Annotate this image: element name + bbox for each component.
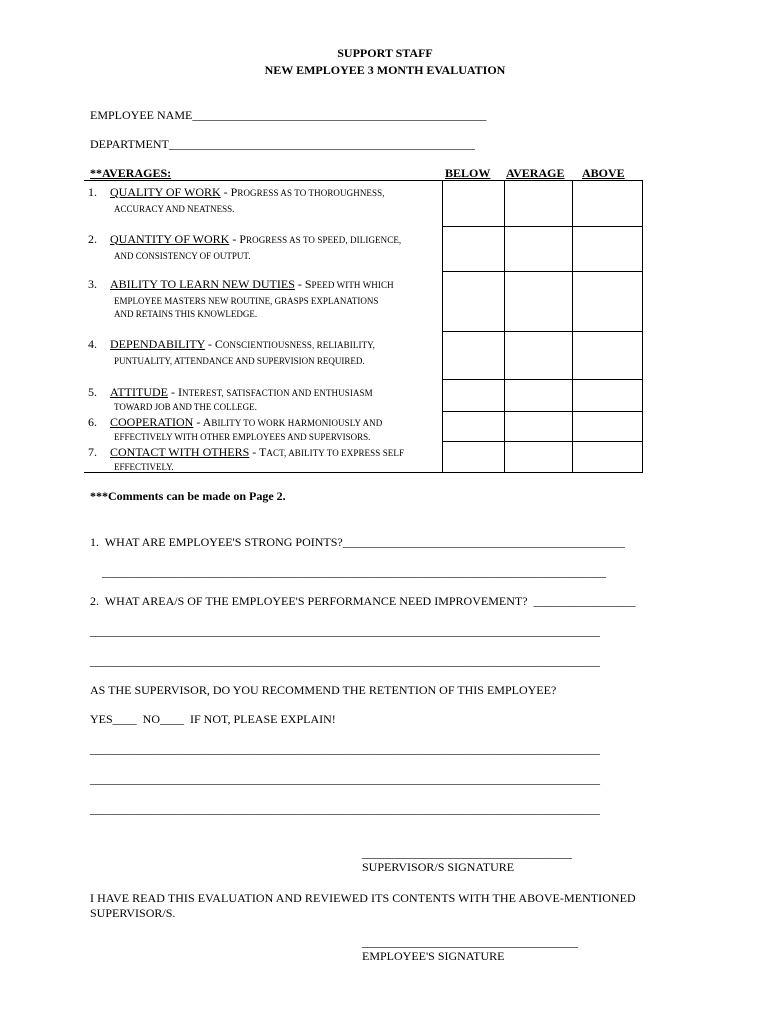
item-number: 3. [88,276,97,291]
rating-cell-below[interactable] [442,380,504,412]
rating-cell-average[interactable] [504,181,572,227]
rating-cell-average[interactable] [504,412,572,442]
item-dash: - T [249,444,267,459]
rating-cell-below[interactable] [442,272,504,332]
rating-row-quantity [84,227,642,272]
form-title-line2: NEW EMPLOYEE 3 MONTH EVALUATION [264,63,506,77]
form-title-line1: SUPPORT STAFF [337,46,433,60]
item-title: CONTACT WITH OTHERS [110,444,250,459]
rating-cell-below[interactable] [442,442,504,473]
item-desc: PEED WITH WHICH [311,279,394,290]
rating-cell-above[interactable] [572,227,642,272]
item-desc: ACT, ABILITY TO EXPRESS SELF [266,447,405,458]
rating-cell-below[interactable] [442,412,504,442]
item-dash: - P [220,185,238,199]
item-desc-cont: AND RETAINS THIS KNOWLEDGE. [114,308,258,319]
item-desc: ROGRESS AS TO SPEED, DILIGENCE, [246,234,402,245]
item-dash: - P [229,231,246,246]
improvement-answer-line[interactable]: _____________________________________________________________________________________ [90,654,600,668]
department-field[interactable]: DEPARTMENT___________________________________________________ [90,137,475,151]
rating-cell-below[interactable] [442,332,504,380]
rating-row-ability [84,272,642,332]
item-desc: NTEREST, SATISFACTION AND ENTHUSIASM [181,387,373,398]
item-desc-cont: PUNTUALITY, ATTENDANCE AND SUPERVISION REQUIRED. [114,355,365,366]
item-desc-cont: EFFECTIVELY. [114,461,174,472]
item-desc: BILITY TO WORK HARMONIOUSLY AND [211,417,383,428]
column-average: AVERAGE [506,166,565,180]
rating-cell-average[interactable] [504,380,572,412]
question-improvement[interactable]: 2. WHAT AREA/S OF THE EMPLOYEE'S PERFORMANCE NEED IMPROVEMENT? _________________ [90,594,636,608]
supervisor-signature-line[interactable]: ___________________________________ [362,846,572,860]
acknowledgement-text-cont: SUPERVISOR/S. [90,906,176,920]
rating-cell-above[interactable] [572,442,642,473]
improvement-answer-line[interactable]: _____________________________________________________________________________________ [90,624,600,638]
item-number: 6. [88,414,97,429]
rating-cell-average[interactable] [504,332,572,380]
rating-row-attitude [84,380,642,412]
employee-signature-line[interactable]: ____________________________________ [362,935,578,949]
rating-cell-average[interactable] [504,442,572,473]
item-number: 1. [88,185,97,199]
yes-no-explain[interactable]: YES____ NO____ IF NOT, PLEASE EXPLAIN! [90,712,336,726]
retention-question: AS THE SUPERVISOR, DO YOU RECOMMEND THE RETENTION OF THIS EMPLOYEE? [90,683,557,697]
item-dash: - I [167,384,182,399]
item-desc: ONSCIENTIOUSNESS, RELIABILITY, [222,339,375,350]
rating-cell-above[interactable] [572,412,642,442]
explanation-line[interactable]: _____________________________________________________________________________________ [90,802,600,816]
supervisor-signature-label: SUPERVISOR/S SIGNATURE [362,860,515,874]
item-desc-cont: TOWARD JOB AND THE COLLEGE. [114,401,257,412]
rating-item-description [84,442,442,473]
rating-cell-above[interactable] [572,272,642,332]
item-title: ABILITY TO LEARN NEW DUTIES [110,276,295,291]
employee-signature-label: EMPLOYEE'S SIGNATURE [362,949,505,963]
rating-cell-below[interactable] [442,181,504,227]
rating-row-cooperation [84,412,642,442]
item-title: ATTITUDE [110,384,168,399]
item-dash: - C [204,336,223,351]
explanation-line[interactable]: _____________________________________________________________________________________ [90,772,600,786]
rating-item-description [84,412,442,442]
item-number: 4. [88,336,97,351]
rating-cell-average[interactable] [504,227,572,272]
employee-name-field[interactable]: EMPLOYEE NAME_________________________________________________ [90,108,487,122]
rating-cell-above[interactable] [572,332,642,380]
rating-cell-below[interactable] [442,227,504,272]
rating-item-description [84,181,442,227]
rating-item-description [84,227,442,272]
rating-row-quality [84,181,642,227]
rating-item-description [84,380,442,412]
column-above: ABOVE [582,166,625,180]
rating-row-dependability [84,332,642,380]
ratings-table [84,180,643,473]
question-strong-points[interactable]: 1. WHAT ARE EMPLOYEE'S STRONG POINTS?_______________________________________________ [90,535,625,549]
item-desc-cont: AND CONSISTENCY OF OUTPUT. [114,250,251,261]
item-dash: - S [294,276,312,291]
item-title: COOPERATION [110,414,194,429]
comments-note: ***Comments can be made on Page 2. [90,489,286,503]
strong-points-answer-line[interactable]: ____________________________________________________________________________________ [102,565,606,579]
item-dash: - A [193,414,212,429]
column-below: BELOW [445,166,491,180]
item-number: 7. [88,444,97,459]
rating-item-description [84,332,442,380]
explanation-line[interactable]: _____________________________________________________________________________________ [90,742,600,756]
item-desc-cont: ACCURACY AND NEATNESS. [114,204,235,214]
item-desc-cont: EMPLOYEE MASTERS NEW ROUTINE, GRASPS EXPLANATIONS [114,295,379,306]
averages-label: **AVERAGES: [90,166,172,180]
item-title: DEPENDABILITY [110,336,205,351]
rating-cell-above[interactable] [572,181,642,227]
item-title: QUANTITY OF WORK [110,231,230,246]
acknowledgement-text: I HAVE READ THIS EVALUATION AND REVIEWED ITS CONTENTS WITH THE ABOVE-MENTIONED [90,891,636,905]
rating-item-description [84,272,442,332]
rating-cell-average[interactable] [504,272,572,332]
item-number: 2. [88,231,97,246]
item-desc-cont: EFFECTIVELY WITH OTHER EMPLOYEES AND SUPERVISORS. [114,431,371,442]
item-title: QUALITY OF WORK [110,185,221,199]
item-desc: ROGRESS AS TO THOROUGHNESS, [237,188,385,198]
rating-row-contact [84,442,642,473]
rating-cell-above[interactable] [572,380,642,412]
item-number: 5. [88,384,97,399]
